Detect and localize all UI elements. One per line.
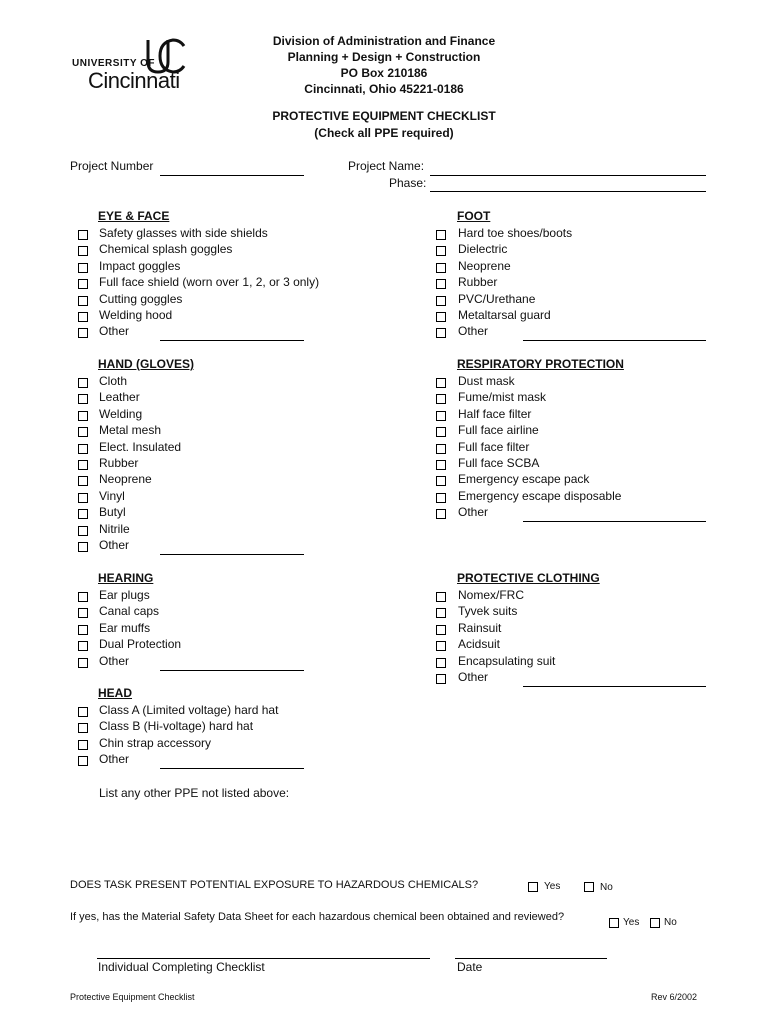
head-checkbox[interactable] xyxy=(78,756,88,766)
logo-university-of: UNIVERSITY OF xyxy=(72,58,155,69)
respiratory-item-label: Emergency escape pack xyxy=(458,472,590,487)
hearing-other-field[interactable] xyxy=(160,670,304,671)
hand-gloves-checkbox[interactable] xyxy=(78,509,88,519)
eye-face-checkbox[interactable] xyxy=(78,328,88,338)
hand-gloves-item-label: Other xyxy=(99,538,130,552)
protective-clothing-item-label: Encapsulating suit xyxy=(458,653,556,668)
foot-item-label: Hard toe shoes/boots xyxy=(458,226,573,240)
respiratory-checkbox[interactable] xyxy=(436,509,446,519)
head-item-label: Chin strap accessory xyxy=(99,735,212,750)
protective-clothing-heading: PROTECTIVE CLOTHING xyxy=(457,571,600,585)
eye-face-heading: EYE & FACE xyxy=(98,209,170,223)
foot-checkbox[interactable] xyxy=(436,263,446,273)
foot-heading: FOOT xyxy=(457,209,491,223)
protective-clothing-checkbox[interactable] xyxy=(436,658,446,668)
hand-gloves-item-label: Vinyl xyxy=(99,488,125,503)
page-subtitle: (Check all PPE required) xyxy=(314,126,454,140)
logo-cincinnati: Cincinnati xyxy=(88,68,180,93)
foot-checkbox[interactable] xyxy=(436,279,446,289)
protective-clothing-item-label: Nomex/FRC xyxy=(458,588,525,602)
eye-face-checkbox[interactable] xyxy=(78,279,88,289)
phase-field[interactable] xyxy=(430,191,706,192)
foot-item-label: PVC/Urethane xyxy=(458,291,536,306)
eye-face-checkbox[interactable] xyxy=(78,263,88,273)
protective-clothing-other-field[interactable] xyxy=(523,686,706,687)
protective-clothing-checkbox[interactable] xyxy=(436,674,446,684)
hearing-checkbox[interactable] xyxy=(78,625,88,635)
eye-face-checkbox[interactable] xyxy=(78,296,88,306)
hand-gloves-item-label: Butyl xyxy=(99,505,126,520)
eye-face-checkbox[interactable] xyxy=(78,246,88,256)
foot-checkbox[interactable] xyxy=(436,246,446,256)
q1-yes-label: Yes xyxy=(544,881,561,892)
hand-gloves-heading: HAND (GLOVES) xyxy=(98,357,194,371)
respiratory-checkbox[interactable] xyxy=(436,493,446,503)
eye-face-other-field[interactable] xyxy=(160,340,304,341)
eye-face-item-label: Safety glasses with side shields xyxy=(99,226,268,240)
foot-checkbox[interactable] xyxy=(436,312,446,322)
head-checkbox[interactable] xyxy=(78,723,88,733)
hearing-heading: HEARING xyxy=(98,571,154,585)
head-heading: HEAD xyxy=(98,686,133,700)
protective-clothing-item-label: Tyvek suits xyxy=(458,604,518,619)
hearing-item-label: Ear muffs xyxy=(99,620,151,635)
hand-gloves-checkbox[interactable] xyxy=(78,394,88,404)
respiratory-item-label: Full face filter xyxy=(458,439,530,454)
hand-gloves-item-label: Leather xyxy=(99,390,140,405)
respiratory-item-label: Other xyxy=(458,505,489,520)
question-hazardous-chemicals: DOES TASK PRESENT POTENTIAL EXPOSURE TO HAZARDOUS CHEMICALS? xyxy=(70,879,479,891)
respiratory-checkbox[interactable] xyxy=(436,444,446,454)
respiratory-item-label: Half face filter xyxy=(458,406,532,421)
protective-clothing-checkbox[interactable] xyxy=(436,641,446,651)
hand-gloves-checkbox[interactable] xyxy=(78,493,88,503)
protective-clothing-checkbox[interactable] xyxy=(436,608,446,618)
protective-clothing-item-label: Acidsuit xyxy=(458,637,501,652)
head-checkbox[interactable] xyxy=(78,707,88,717)
dept-line-3: PO Box 210186 xyxy=(340,66,428,80)
q2-yes-checkbox[interactable] xyxy=(609,918,619,928)
foot-item-label: Metaltarsal guard xyxy=(458,308,551,322)
respiratory-heading: RESPIRATORY PROTECTION xyxy=(457,357,624,371)
date-label: Date xyxy=(457,960,483,974)
hand-gloves-checkbox[interactable] xyxy=(78,526,88,536)
project-number-label: Project Number xyxy=(70,159,154,173)
foot-item-label: Neoprene xyxy=(458,258,511,273)
eye-face-item-label: Full face shield (worn over 1, 2, or 3 only) xyxy=(99,275,320,290)
eye-face-item-label: Chemical splash goggles xyxy=(99,242,233,257)
protective-clothing-checkbox[interactable] xyxy=(436,592,446,602)
hand-gloves-checkbox[interactable] xyxy=(78,476,88,486)
hand-gloves-item-label: Metal mesh xyxy=(99,423,162,438)
dept-line-1: Division of Administration and Finance xyxy=(272,34,496,48)
hand-gloves-other-field[interactable] xyxy=(160,554,304,555)
q2-no-checkbox[interactable] xyxy=(650,918,660,928)
respiratory-item-label: Fume/mist mask xyxy=(458,390,547,405)
footer-title: Protective Equipment Checklist xyxy=(70,992,195,1002)
q1-no-checkbox[interactable] xyxy=(584,882,594,892)
protective-clothing-checkbox[interactable] xyxy=(436,625,446,635)
respiratory-checkbox[interactable] xyxy=(436,460,446,470)
hearing-item-label: Ear plugs xyxy=(99,588,150,602)
head-item-label: Other xyxy=(99,752,130,767)
hand-gloves-item-label: Cloth xyxy=(99,374,128,388)
head-other-field[interactable] xyxy=(160,768,304,769)
protective-clothing-item-label: Rainsuit xyxy=(458,620,502,635)
foot-item-label: Rubber xyxy=(458,275,498,290)
head-checkbox[interactable] xyxy=(78,740,88,750)
eye-face-checkbox[interactable] xyxy=(78,230,88,240)
hearing-checkbox[interactable] xyxy=(78,658,88,668)
protective-clothing-item-label: Other xyxy=(458,670,489,684)
hand-gloves-checkbox[interactable] xyxy=(78,378,88,388)
respiratory-checkbox[interactable] xyxy=(436,411,446,421)
respiratory-other-field[interactable] xyxy=(523,521,706,522)
hand-gloves-checkbox[interactable] xyxy=(78,444,88,454)
eye-face-item-label: Impact goggles xyxy=(99,258,181,273)
hearing-item-label: Other xyxy=(99,653,130,668)
respiratory-checkbox[interactable] xyxy=(436,378,446,388)
hand-gloves-checkbox[interactable] xyxy=(78,542,88,552)
dept-line-4: Cincinnati, Ohio 45221-0186 xyxy=(304,82,464,96)
hand-gloves-checkbox[interactable] xyxy=(78,460,88,470)
hearing-checkbox[interactable] xyxy=(78,641,88,651)
hearing-item-label: Dual Protection xyxy=(99,637,182,652)
hand-gloves-checkbox[interactable] xyxy=(78,411,88,421)
eye-face-item-label: Welding hood xyxy=(99,308,173,322)
head-item-label: Class A (Limited voltage) hard hat xyxy=(99,703,279,717)
q2-no-label: No xyxy=(664,917,677,928)
date-field[interactable] xyxy=(455,958,607,959)
eye-face-item-label: Other xyxy=(99,324,130,339)
hearing-checkbox[interactable] xyxy=(78,608,88,618)
foot-checkbox[interactable] xyxy=(436,296,446,306)
hand-gloves-item-label: Nitrile xyxy=(99,521,130,536)
phase-label: Phase: xyxy=(389,176,427,190)
hand-gloves-item-label: Neoprene xyxy=(99,472,152,487)
respiratory-item-label: Dust mask xyxy=(458,374,515,388)
respiratory-item-label: Full face airline xyxy=(458,423,539,438)
question-msds: If yes, has the Material Safety Data Sheet for each hazardous chemical been obtained and reviewed? xyxy=(70,911,565,923)
project-name-label: Project Name: xyxy=(348,159,425,173)
head-item-label: Class B (Hi-voltage) hard hat xyxy=(99,719,254,734)
foot-item-label: Dielectric xyxy=(458,242,508,257)
q1-no-label: No xyxy=(600,882,613,893)
individual-signature-field[interactable] xyxy=(97,958,430,959)
eye-face-item-label: Cutting goggles xyxy=(99,291,183,306)
project-number-field[interactable] xyxy=(160,175,304,176)
respiratory-checkbox[interactable] xyxy=(436,427,446,437)
other-ppe-label: List any other PPE not listed above: xyxy=(99,786,290,800)
eye-face-checkbox[interactable] xyxy=(78,312,88,322)
footer-revision: Rev 6/2002 xyxy=(651,992,698,1002)
respiratory-item-label: Emergency escape disposable xyxy=(458,488,622,503)
hand-gloves-checkbox[interactable] xyxy=(78,427,88,437)
foot-checkbox[interactable] xyxy=(436,328,446,338)
foot-item-label: Other xyxy=(458,324,489,339)
individual-label: Individual Completing Checklist xyxy=(98,960,265,974)
page-title: PROTECTIVE EQUIPMENT CHECKLIST xyxy=(272,109,496,123)
hearing-checkbox[interactable] xyxy=(78,592,88,602)
q2-yes-label: Yes xyxy=(623,917,640,928)
hand-gloves-item-label: Elect. Insulated xyxy=(99,439,182,454)
q1-yes-checkbox[interactable] xyxy=(528,882,538,892)
dept-line-2: Planning + Design + Construction xyxy=(287,50,481,64)
respiratory-checkbox[interactable] xyxy=(436,476,446,486)
respiratory-checkbox[interactable] xyxy=(436,394,446,404)
respiratory-item-label: Full face SCBA xyxy=(458,456,540,470)
foot-other-field[interactable] xyxy=(523,340,706,341)
hand-gloves-item-label: Rubber xyxy=(99,456,139,470)
foot-checkbox[interactable] xyxy=(436,230,446,240)
hearing-item-label: Canal caps xyxy=(99,604,160,619)
hand-gloves-item-label: Welding xyxy=(99,406,143,421)
project-name-field[interactable] xyxy=(430,175,706,176)
